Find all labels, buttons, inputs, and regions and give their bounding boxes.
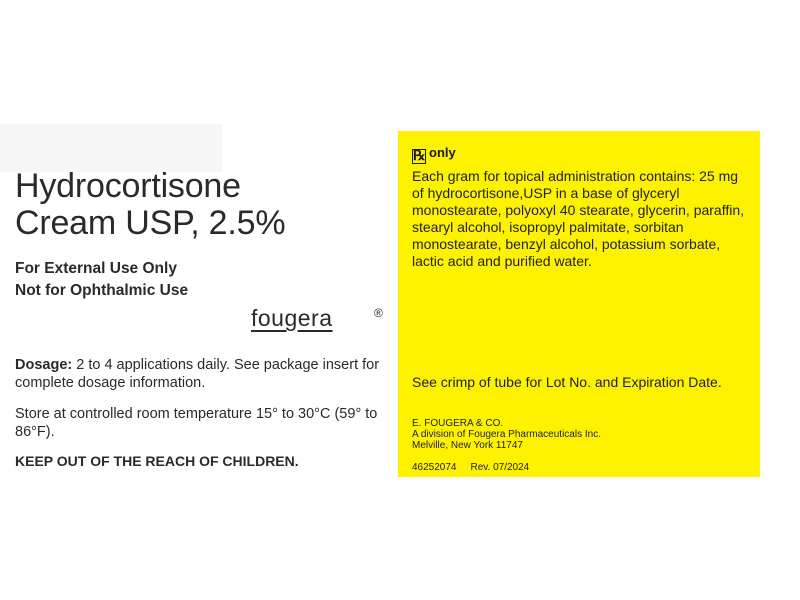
children-warning: KEEP OUT OF THE REACH OF CHILDREN. bbox=[15, 453, 299, 469]
manufacturer-address: Melville, New York 11747 bbox=[412, 440, 523, 451]
revision-date: Rev. 07/2024 bbox=[470, 462, 530, 473]
storage-instructions: Store at controlled room temperature 15° to 30°C (59° to 86°F). bbox=[15, 406, 378, 440]
dosage-label: Dosage: bbox=[15, 357, 73, 373]
product-title bbox=[15, 168, 285, 242]
product-code: 46252074 bbox=[412, 462, 457, 473]
manufacturer-division: A division of Fougera Pharmaceuticals Inc. bbox=[412, 429, 601, 440]
rx-only-marker bbox=[412, 145, 456, 164]
usage-warnings bbox=[15, 258, 188, 302]
registered-mark: ® bbox=[374, 306, 383, 320]
yellow-info-panel bbox=[398, 131, 760, 477]
dosage-instructions bbox=[15, 356, 390, 392]
product-title-line1: Hydrocortisone bbox=[15, 167, 241, 205]
manufacturer-name: E. FOUGERA & CO. bbox=[412, 418, 504, 429]
product-title-line2: Cream USP, 2.5% bbox=[15, 204, 286, 242]
composition-text: Each gram for topical administration contains: 25 mg of hydrocortisone,USP in a base of glyceryl monostearate, polyoxyl 40 stearate, glycerin, paraffin, stearyl alcohol, isopropyl palmitate, sorbitan monostearate, benzyl alcohol, potassium sorbate, lactic acid and purified water. bbox=[412, 168, 745, 269]
rx-only-text: only bbox=[429, 145, 456, 160]
label-codes bbox=[412, 462, 529, 473]
manufacturer-info bbox=[412, 418, 601, 451]
external-use-text: For External Use Only bbox=[15, 260, 177, 277]
lot-expiration-text: See crimp of tube for Lot No. and Expiration Date. bbox=[412, 374, 722, 390]
label-left-panel bbox=[0, 0, 398, 600]
fougera-logo: fougera bbox=[251, 305, 333, 331]
rx-icon: ℞ bbox=[413, 149, 426, 164]
dosage-text: 2 to 4 applications daily. See package insert for complete dosage information. bbox=[15, 357, 380, 391]
ophthalmic-warning-text: Not for Ophthalmic Use bbox=[15, 282, 189, 299]
